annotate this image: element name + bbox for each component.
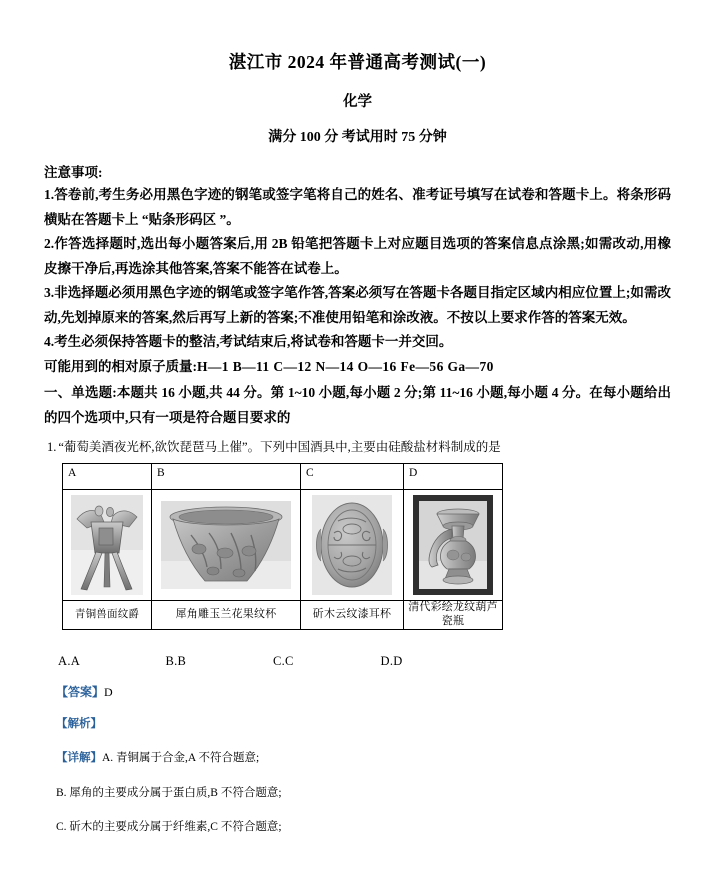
relative-atomic-mass-label: 可能用到的相对原子质量:	[44, 358, 197, 374]
choice-b[interactable]: B.B	[165, 653, 187, 668]
option-header-a: A	[63, 464, 152, 490]
notice-item-1: 1.答卷前,考生务必用黑色字迹的钢笔或签字笔将自己的姓名、准考证号填写在试卷和答题卡上。将条形码横贴在答题卡上 “贴条形码区 ”。	[44, 186, 671, 227]
bronze-jue-vessel-photo	[71, 495, 143, 595]
choice-c[interactable]: C.C	[273, 653, 294, 668]
detail-line-b: B. 犀角的主要成分属于蛋白质,B 不符合题意;	[56, 786, 282, 799]
choice-d[interactable]: D.D	[380, 653, 403, 668]
subject-title: 化学	[343, 93, 372, 110]
question-1-choice-row	[58, 652, 488, 671]
option-caption-a: 青铜兽面纹爵	[63, 601, 152, 630]
choice-a[interactable]: A.A	[58, 653, 81, 668]
option-caption-c: 斫木云纹漆耳杯	[301, 601, 404, 630]
detail-line-c: C. 斫木的主要成分属于纤维素,C 不符合题意;	[56, 821, 282, 834]
question-1-number: 1.	[47, 440, 57, 455]
table-row-headers	[63, 464, 503, 490]
answer-tag: 【答案】	[56, 685, 105, 700]
answer-value: D	[104, 685, 113, 700]
option-header-b: B	[152, 464, 301, 490]
option-image-cell-d	[404, 490, 503, 601]
analysis-tag: 【解析】	[56, 717, 102, 730]
detail-text-a: A. 青铜属于合金,A 不符合题意;	[102, 751, 260, 764]
score-time-line: 满分 100 分 考试用时 75 分钟	[268, 129, 447, 145]
option-caption-b: 犀角雕玉兰花果纹杯	[152, 601, 301, 630]
question-1-stem	[44, 437, 671, 457]
option-header-d: D	[404, 464, 503, 490]
detail-tag: 【详解】	[56, 751, 102, 764]
page-title: 湛江市 2024 年普通高考测试(一)	[228, 52, 487, 72]
answer-line	[56, 683, 671, 702]
detail-line-a	[56, 750, 671, 768]
question-1-text: “葡萄美酒夜光杯,欲饮琵琶马上催”。下列中国酒具中,主要由硅酸盐材料制成的是	[58, 440, 501, 455]
notice-item-3: 3.非选择题必须用黑色字迹的钢笔或签字笔作答,答案必须写在答题卡各题目指定区域内相应位置上;如需改动,先划掉原来的答案,然后再写上新的答案;不准使用铅笔和涂改液。不按以上要求作答的答案无效。	[44, 285, 671, 325]
notice-heading: 注意事项:	[44, 165, 103, 181]
analysis-line	[56, 716, 671, 734]
relative-atomic-mass-values: H—1 B—11 C—12 N—14 O—16 Fe—56 Ga—70	[197, 358, 494, 374]
option-image-cell-a	[63, 490, 152, 601]
option-image-cell-c	[301, 490, 404, 601]
lacquer-ear-cup-photo	[312, 495, 392, 595]
question-1-options-table	[62, 463, 503, 630]
option-caption-d: 清代彩绘龙纹葫芦瓷瓶	[404, 601, 503, 630]
table-row-captions	[63, 601, 503, 630]
notice-item-2: 2.作答选择题时,选出每小题答案后,用 2B 铅笔把答题卡上对应题目选项的答案信息点涂黑;如需改动,用橡皮擦干净后,再选涂其他答案,答案不能答在试卷上。	[44, 236, 671, 276]
option-header-c: C	[301, 464, 404, 490]
table-row-images	[63, 490, 503, 601]
relative-atomic-mass-line	[44, 355, 671, 380]
notice-item-4: 4.考生必须保持答题卡的整洁,考试结束后,将试卷和答题卡一并交回。	[44, 334, 453, 350]
section-header-single-choice: 一、单选题:本题共 16 小题,共 44 分。第 1~10 小题,每小题 2 分;第 11~16 小题,每小题 4 分。在每小题给出的四个选项中,只有一项是符合题目要求的	[44, 385, 671, 426]
option-image-cell-b	[152, 490, 301, 601]
rhino-horn-carved-cup-photo	[161, 501, 291, 589]
qing-porcelain-ewer-photo	[413, 495, 493, 595]
